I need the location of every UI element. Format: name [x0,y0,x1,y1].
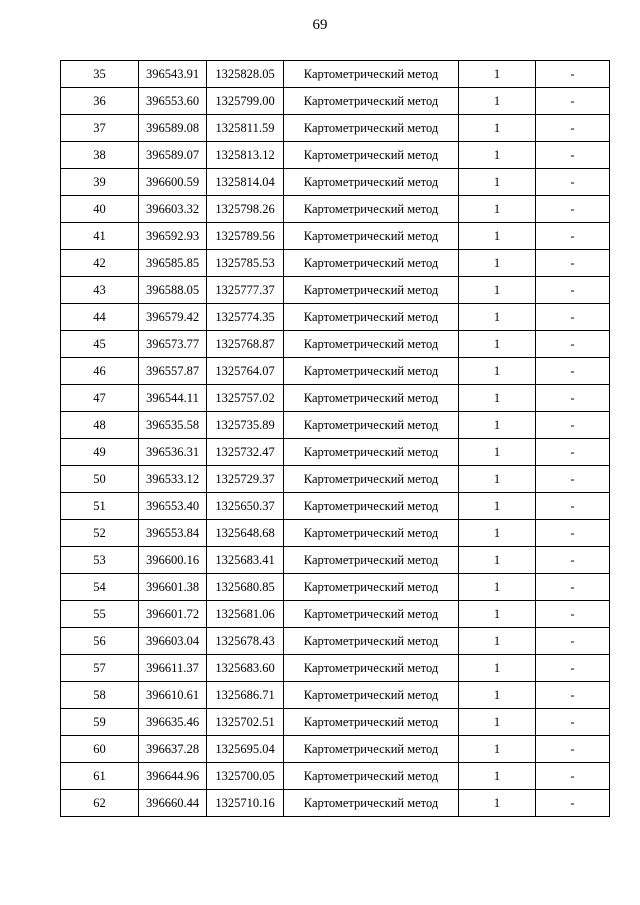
table-row [61,574,610,601]
coordinates-table [60,60,610,817]
x-coordinate-cell: 396553.40 [139,493,207,520]
x-coordinate-cell: 396660.44 [139,790,207,817]
x-coordinate-cell: 396601.38 [139,574,207,601]
description-cell: - [536,88,610,115]
precision-cell: 1 [459,223,536,250]
x-coordinate-cell: 396579.42 [139,304,207,331]
x-coordinate-cell: 396589.07 [139,142,207,169]
x-coordinate-cell: 396588.05 [139,277,207,304]
description-cell: - [536,763,610,790]
method-cell: Картометрический метод [284,358,459,385]
y-coordinate-cell: 1325732.47 [207,439,284,466]
table-row [61,466,610,493]
point-number-cell: 56 [61,628,139,655]
method-cell: Картометрический метод [284,628,459,655]
point-number-cell: 41 [61,223,139,250]
method-cell: Картометрический метод [284,196,459,223]
precision-cell: 1 [459,790,536,817]
table-row [61,358,610,385]
y-coordinate-cell: 1325813.12 [207,142,284,169]
point-number-cell: 55 [61,601,139,628]
point-number-cell: 53 [61,547,139,574]
method-cell: Картометрический метод [284,574,459,601]
table-row [61,115,610,142]
table-row [61,331,610,358]
x-coordinate-cell: 396635.46 [139,709,207,736]
point-number-cell: 45 [61,331,139,358]
table-row [61,736,610,763]
point-number-cell: 60 [61,736,139,763]
method-cell: Картометрический метод [284,169,459,196]
table-row [61,142,610,169]
point-number-cell: 62 [61,790,139,817]
precision-cell: 1 [459,412,536,439]
point-number-cell: 52 [61,520,139,547]
point-number-cell: 50 [61,466,139,493]
point-number-cell: 51 [61,493,139,520]
x-coordinate-cell: 396600.59 [139,169,207,196]
y-coordinate-cell: 1325729.37 [207,466,284,493]
method-cell: Картометрический метод [284,331,459,358]
table-row [61,61,610,88]
description-cell: - [536,250,610,277]
y-coordinate-cell: 1325648.68 [207,520,284,547]
method-cell: Картометрический метод [284,304,459,331]
precision-cell: 1 [459,439,536,466]
point-number-cell: 46 [61,358,139,385]
method-cell: Картометрический метод [284,682,459,709]
y-coordinate-cell: 1325650.37 [207,493,284,520]
y-coordinate-cell: 1325799.00 [207,88,284,115]
precision-cell: 1 [459,358,536,385]
coordinates-table-body [61,61,610,817]
y-coordinate-cell: 1325777.37 [207,277,284,304]
method-cell: Картометрический метод [284,250,459,277]
x-coordinate-cell: 396644.96 [139,763,207,790]
method-cell: Картометрический метод [284,466,459,493]
method-cell: Картометрический метод [284,385,459,412]
table-row [61,628,610,655]
x-coordinate-cell: 396533.12 [139,466,207,493]
precision-cell: 1 [459,115,536,142]
x-coordinate-cell: 396600.16 [139,547,207,574]
x-coordinate-cell: 396573.77 [139,331,207,358]
precision-cell: 1 [459,763,536,790]
point-number-cell: 48 [61,412,139,439]
table-row [61,709,610,736]
precision-cell: 1 [459,169,536,196]
precision-cell: 1 [459,547,536,574]
table-row [61,304,610,331]
description-cell: - [536,628,610,655]
precision-cell: 1 [459,709,536,736]
y-coordinate-cell: 1325774.35 [207,304,284,331]
table-row [61,601,610,628]
precision-cell: 1 [459,520,536,547]
method-cell: Картометрический метод [284,520,459,547]
y-coordinate-cell: 1325700.05 [207,763,284,790]
x-coordinate-cell: 396557.87 [139,358,207,385]
description-cell: - [536,709,610,736]
method-cell: Картометрический метод [284,493,459,520]
description-cell: - [536,385,610,412]
precision-cell: 1 [459,277,536,304]
description-cell: - [536,142,610,169]
description-cell: - [536,655,610,682]
method-cell: Картометрический метод [284,601,459,628]
method-cell: Картометрический метод [284,547,459,574]
precision-cell: 1 [459,250,536,277]
table-row [61,790,610,817]
description-cell: - [536,169,610,196]
point-number-cell: 39 [61,169,139,196]
method-cell: Картометрический метод [284,709,459,736]
precision-cell: 1 [459,736,536,763]
y-coordinate-cell: 1325678.43 [207,628,284,655]
precision-cell: 1 [459,331,536,358]
method-cell: Картометрический метод [284,655,459,682]
table-row [61,493,610,520]
y-coordinate-cell: 1325785.53 [207,250,284,277]
precision-cell: 1 [459,196,536,223]
description-cell: - [536,304,610,331]
table-row [61,547,610,574]
x-coordinate-cell: 396585.85 [139,250,207,277]
table-row [61,385,610,412]
method-cell: Картометрический метод [284,223,459,250]
method-cell: Картометрический метод [284,142,459,169]
description-cell: - [536,682,610,709]
table-row [61,277,610,304]
method-cell: Картометрический метод [284,61,459,88]
y-coordinate-cell: 1325798.26 [207,196,284,223]
precision-cell: 1 [459,88,536,115]
precision-cell: 1 [459,466,536,493]
point-number-cell: 40 [61,196,139,223]
description-cell: - [536,466,610,493]
method-cell: Картометрический метод [284,88,459,115]
table-row [61,763,610,790]
method-cell: Картометрический метод [284,412,459,439]
x-coordinate-cell: 396543.91 [139,61,207,88]
description-cell: - [536,790,610,817]
method-cell: Картометрический метод [284,439,459,466]
method-cell: Картометрический метод [284,277,459,304]
description-cell: - [536,601,610,628]
point-number-cell: 42 [61,250,139,277]
y-coordinate-cell: 1325768.87 [207,331,284,358]
x-coordinate-cell: 396637.28 [139,736,207,763]
description-cell: - [536,439,610,466]
point-number-cell: 54 [61,574,139,601]
x-coordinate-cell: 396603.04 [139,628,207,655]
description-cell: - [536,61,610,88]
point-number-cell: 36 [61,88,139,115]
point-number-cell: 37 [61,115,139,142]
table-row [61,250,610,277]
precision-cell: 1 [459,385,536,412]
x-coordinate-cell: 396536.31 [139,439,207,466]
description-cell: - [536,574,610,601]
y-coordinate-cell: 1325828.05 [207,61,284,88]
description-cell: - [536,277,610,304]
table-row [61,169,610,196]
y-coordinate-cell: 1325683.41 [207,547,284,574]
x-coordinate-cell: 396544.11 [139,385,207,412]
table-row [61,655,610,682]
y-coordinate-cell: 1325814.04 [207,169,284,196]
y-coordinate-cell: 1325681.06 [207,601,284,628]
point-number-cell: 59 [61,709,139,736]
precision-cell: 1 [459,142,536,169]
method-cell: Картометрический метод [284,790,459,817]
precision-cell: 1 [459,601,536,628]
description-cell: - [536,115,610,142]
y-coordinate-cell: 1325695.04 [207,736,284,763]
x-coordinate-cell: 396610.61 [139,682,207,709]
table-row [61,88,610,115]
y-coordinate-cell: 1325710.16 [207,790,284,817]
y-coordinate-cell: 1325789.56 [207,223,284,250]
table-row [61,196,610,223]
description-cell: - [536,736,610,763]
method-cell: Картометрический метод [284,763,459,790]
y-coordinate-cell: 1325757.02 [207,385,284,412]
precision-cell: 1 [459,493,536,520]
x-coordinate-cell: 396589.08 [139,115,207,142]
y-coordinate-cell: 1325811.59 [207,115,284,142]
precision-cell: 1 [459,655,536,682]
description-cell: - [536,520,610,547]
page-number: 69 [312,17,328,33]
description-cell: - [536,223,610,250]
table-row [61,223,610,250]
description-cell: - [536,412,610,439]
point-number-cell: 61 [61,763,139,790]
method-cell: Картометрический метод [284,736,459,763]
point-number-cell: 38 [61,142,139,169]
y-coordinate-cell: 1325735.89 [207,412,284,439]
point-number-cell: 49 [61,439,139,466]
y-coordinate-cell: 1325686.71 [207,682,284,709]
description-cell: - [536,358,610,385]
point-number-cell: 58 [61,682,139,709]
x-coordinate-cell: 396553.60 [139,88,207,115]
description-cell: - [536,331,610,358]
table-row [61,439,610,466]
x-coordinate-cell: 396611.37 [139,655,207,682]
x-coordinate-cell: 396601.72 [139,601,207,628]
precision-cell: 1 [459,574,536,601]
table-row [61,520,610,547]
x-coordinate-cell: 396592.93 [139,223,207,250]
x-coordinate-cell: 396553.84 [139,520,207,547]
table-row [61,412,610,439]
x-coordinate-cell: 396603.32 [139,196,207,223]
point-number-cell: 57 [61,655,139,682]
point-number-cell: 47 [61,385,139,412]
precision-cell: 1 [459,682,536,709]
y-coordinate-cell: 1325702.51 [207,709,284,736]
point-number-cell: 43 [61,277,139,304]
y-coordinate-cell: 1325764.07 [207,358,284,385]
precision-cell: 1 [459,61,536,88]
precision-cell: 1 [459,304,536,331]
y-coordinate-cell: 1325680.85 [207,574,284,601]
description-cell: - [536,547,610,574]
precision-cell: 1 [459,628,536,655]
table-row [61,682,610,709]
point-number-cell: 35 [61,61,139,88]
method-cell: Картометрический метод [284,115,459,142]
description-cell: - [536,196,610,223]
y-coordinate-cell: 1325683.60 [207,655,284,682]
x-coordinate-cell: 396535.58 [139,412,207,439]
description-cell: - [536,493,610,520]
point-number-cell: 44 [61,304,139,331]
